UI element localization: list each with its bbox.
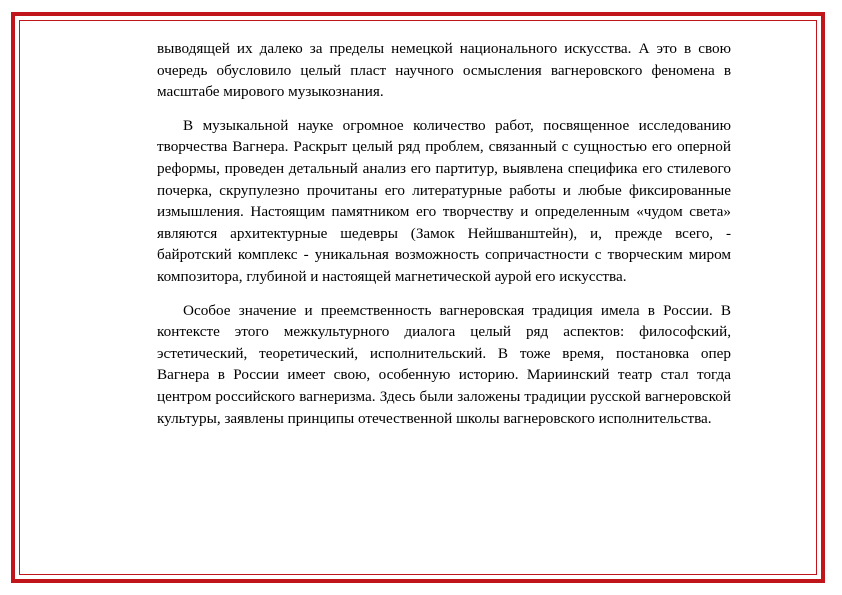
paragraph-spacer [157, 288, 731, 300]
paragraph-continuation: выводящей их далеко за пределы немецкой национального искусства. А это в свою очередь обусловило целый пласт научного осмысления вагнеровского феномена в масштабе мирового музыкознания. [157, 40, 731, 101]
document-body [157, 38, 731, 429]
paragraph-wagner-in-russia: Особое значение и преемственность вагнеровская традиция имела в России. В контексте этого межкультурного диалога целый ряд аспектов: философский, эстетический, теоретический, исполнительский. В тоже время, постановка опер Вагнера в России имеет свою, особенную историю. Мариинский театр стал тогда центром российского вагнеризма. Здесь были заложены традиции русской вагнеровской культуры, заявлены принципы отечественной школы вагнеровского исполнительства. [157, 301, 731, 427]
paragraph-spacer [157, 103, 731, 115]
paragraph-wagner-research: В музыкальной науке огромное количество работ, посвященное исследованию творчества Вагнера. Раскрыт целый ряд проблем, связанный с сущностью его оперной реформы, проведен детальный анализ его партитур, выявлена специфика его стилевого почерка, скрупулезно прочитаны его литературные работы и любые фиксированные измышления. Настоящим памятником его творчеству и определенным «чудом света» являются архитектурные шедевры (Замок Нейшванштейн), и, прежде всего, - байротский комплекс - уникальная возможность сопричастности с творческим миром композитора, глубиной и настоящей магнетической аурой его искусства. [157, 116, 731, 285]
